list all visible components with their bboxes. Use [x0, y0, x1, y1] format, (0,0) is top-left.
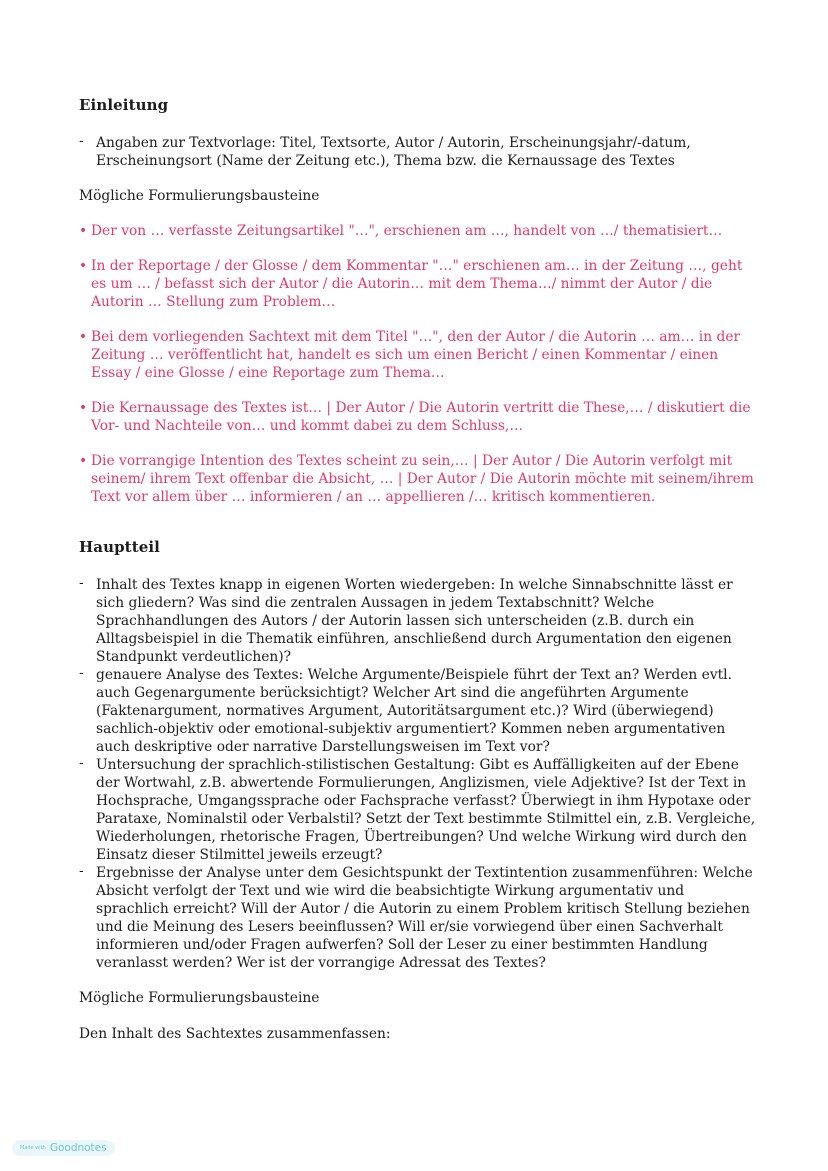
document-page — [79, 96, 759, 1043]
made-with-text: Made with — [20, 1145, 46, 1151]
main-dash-item: - Inhalt des Textes knapp in eigenen Worten wiedergeben: In welche Sinnabschnitte lässt er sich gliedern? Was sind die zentralen Aussagen in jedem Textabschnitt? Welche Sprachhandlungen des Autors / der Autorin lassen sich unterscheiden (z.B. durch ein Alltagsbeispiel in die Thematik einführen, anschließend durch Argumentation den eigenen Standpunkt verdeutlichen)? — [79, 576, 759, 666]
intro-dash-list — [79, 134, 759, 170]
goodnotes-badge — [12, 1140, 115, 1156]
intro-phrase-list — [79, 222, 759, 506]
intro-phrases-label: Mögliche Formulierungsbausteine — [79, 188, 320, 204]
main-dash-list — [79, 576, 759, 972]
intro-dash-item: - Angaben zur Textvorlage: Titel, Textsorte, Autor / Autorin, Erscheinungsjahr/-datum, Erscheinungsort (Name der Zeitung etc.), Thema bzw. die Kernaussage des Textes — [79, 134, 759, 170]
main-dash-item: - genauere Analyse des Textes: Welche Argumente/Beispiele führt der Text an? Werden evtl. auch Gegenargumente berücksichtigt? Welcher Art sind die angeführten Argumente (Faktenargument, normatives Argument, Autoritätsargument etc.)? Wird (überwiegend) sachlich-objektiv oder emotional-subjektiv argumentiert? Kommen neben argumentativen auch deskriptive oder narrative Darstellungsweisen im Text vor? — [79, 666, 759, 756]
main-dash-item: - Untersuchung der sprachlich-stilistischen Gestaltung: Gibt es Auffälligkeiten auf der Ebene der Wortwahl, z.B. abwertende Formulierungen, Anglizismen, viele Adjektive? Ist der Text in Hochsprache, Umgangssprache oder Fachsprache verfasst? Überwiegt in ihm Hypotaxe oder Parataxe, Nominalstil oder Verbalstil? Setzt der Text bestimmte Stilmittel ein, z.B. Vergleiche, Wiederholungen, rhetorische Fragen, Übertreibungen? Und welche Wirkung wird durch den Einsatz dieser Stilmittel jeweils erzeugt? — [79, 756, 759, 864]
intro-phrase-item: • Bei dem vorliegenden Sachtext mit dem Titel "…", den der Autor / die Autorin … am… in der Zeitung … veröffentlicht hat, handelt es sich um einen Bericht / einen Kommentar / einen Essay / eine Glosse / eine Reportage zum Thema… — [79, 328, 759, 382]
intro-phrase-item: • Die vorrangige Intention des Textes scheint zu sein,… | Der Autor / Die Autorin verfolgt mit seinem/ ihrem Text offenbar die Absicht, … | Der Autor / Die Autorin möchte mit seinem/ihrem Text vor allem über … informieren / an … appellieren /… kritisch kommentieren. — [79, 452, 759, 506]
intro-phrase-item: • In der Reportage / der Glosse / dem Kommentar "…" erschienen am… in der Zeitung …, geht es um … / befasst sich der Autor / die Autorin… mit dem Thema…/ nimmt der Autor / die Autorin … Stellung zum Problem… — [79, 257, 759, 311]
goodnotes-brand: Goodnotes — [49, 1142, 107, 1154]
intro-phrase-item: • Die Kernaussage des Textes ist… | Der Autor / Die Autorin vertritt die These,… / diskutiert die Vor- und Nachteile von… und kommt dabei zu dem Schluss,… — [79, 399, 759, 435]
main-phrases-label: Mögliche Formulierungsbausteine — [79, 990, 320, 1006]
intro-heading: Einleitung — [79, 96, 169, 114]
summary-label: Den Inhalt des Sachtextes zusammenfassen: — [79, 1026, 391, 1042]
main-heading: Hauptteil — [79, 538, 160, 556]
intro-phrase-item: • Der von … verfasste Zeitungsartikel "…", erschienen am …, handelt von …/ thematisiert… — [79, 222, 759, 240]
main-dash-item: - Ergebnisse der Analyse unter dem Gesichtspunkt der Textintention zusammenführen: Welche Absicht verfolgt der Text und wie wird die beabsichtigte Wirkung argumentativ und sprachlich erreicht? Will der Autor / die Autorin zu einem Problem kritisch Stellung beziehen und die Meinung des Lesers beeinflussen? Will er/sie vorwiegend über einen Sachverhalt informieren und/oder Fragen aufwerfen? Soll der Leser zu einer bestimmten Handlung veranlasst werden? Wer ist der vorrangige Adressat des Textes? — [79, 864, 759, 972]
